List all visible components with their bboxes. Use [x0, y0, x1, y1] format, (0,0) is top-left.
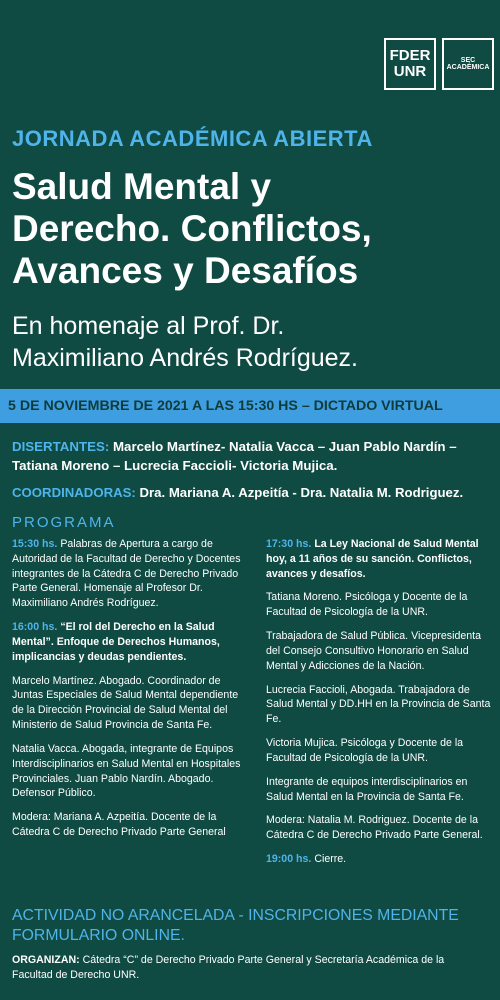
subtitle-line-2: Maximiliano Andrés Rodríguez. [12, 344, 358, 372]
speaker-bio: Victoria Mujica. Psicóloga y Docente de la Facultad de Psicología de la UNR. [266, 737, 464, 764]
speakers-names: Marcelo Martínez- Natalia Vacca – Juan Pablo Nardín – Tatiana Moreno – Lucrecia Faccioli- Victoria Mujica. [12, 439, 457, 474]
speakers-label: DISERTANTES: [12, 439, 110, 454]
speaker-bio: Integrante de equipos interdisciplinarios en Salud Mental en la Provincia de Santa Fe. [266, 775, 468, 803]
registration-note: ACTIVIDAD NO ARANCELADA - INSCRIPCIONES MEDIANTE FORMULARIO ONLINE. [12, 907, 459, 944]
fder-logo-line1: FDER [389, 47, 431, 65]
sec-academica-logo [442, 38, 494, 90]
talk-title: “El rol del Derecho en la Salud Mental”. Enfoque de Derechos Humanos, implicancias y deudas pendientes. [12, 621, 220, 663]
program-item [266, 537, 492, 581]
speaker-bio: Natalia Vacca. Abogada, integrante de Equipos Interdisciplinarios en Salud Mental en Hospitales Provinciales. Juan Pablo Nardín. Abogado. Defensor Público. [12, 742, 241, 800]
event-subtitle [12, 310, 358, 374]
logos [384, 38, 494, 90]
program-item [12, 620, 250, 664]
title-line-2: Derecho. Conflictos, [12, 207, 372, 249]
speaker-bio: Tatiana Moreno. Psicóloga y Docente de la Facultad de Psicología de la UNR. [266, 591, 468, 619]
program-left-column [12, 537, 250, 849]
date-banner: 5 DE NOVIEMBRE DE 2021 A LAS 15:30 HS – DICTADO VIRTUAL [0, 389, 500, 423]
moderator-note: Modera: Mariana A. Azpeitía. Docente de la Cátedra C de Derecho Privado Parte General [12, 811, 226, 839]
program-item [12, 537, 250, 611]
program-heading: PROGRAMA [12, 514, 116, 531]
speaker-bio: Lucrecia Faccioli, Abogada. Trabajadora de Salud Mental y DD.HH en la Provincia de Santa Fe. [266, 683, 491, 726]
fder-logo-line2: UNR [393, 63, 427, 80]
coordinators-names: Dra. Mariana A. Azpeitía - Dra. Natalia M. Rodriguez. [139, 485, 464, 500]
program-right-column [266, 537, 492, 876]
time-label: 15:30 hs. [12, 538, 58, 550]
event-kicker: JORNADA ACADÉMICA ABIERTA [12, 126, 373, 151]
title-line-3: Avances y Desafíos [12, 249, 359, 291]
time-label: 19:00 hs. [266, 853, 312, 866]
speaker-bio: Trabajadora de Salud Pública. Vicepresidenta del Consejo Consultivo Honorario en Salud Mental y Adicciones de la Nación. [266, 630, 481, 672]
fder-unr-logo [384, 38, 436, 90]
sec-logo-line1: SEC [460, 56, 476, 64]
event-title [12, 166, 492, 291]
organizers-block [12, 953, 482, 983]
sec-logo-line2: ACADÉMICA [446, 64, 490, 71]
program-text: Cierre. [314, 853, 347, 866]
organizers-text: Cátedra “C” de Derecho Privado Parte General y Secretaría Académica de la Facultad de Derecho UNR. [12, 954, 445, 981]
talk-title: La Ley Nacional de Salud Mental hoy, a 11 años de su sanción. Conflictos, avances y desafíos. [266, 538, 479, 580]
coordinators-label: COORDINADORAS: [12, 485, 136, 500]
coordinators-block [12, 485, 500, 500]
subtitle-line-1: En homenaje al Prof. Dr. [12, 312, 285, 340]
organizers-label: ORGANIZAN: [12, 954, 80, 966]
title-line-1: Salud Mental y [12, 166, 272, 207]
speaker-bio: Marcelo Martínez. Abogado. Coordinador de Juntas Especiales de Salud Mental dependiente de la Dirección Provincial de Salud Mental del Ministerio de Salud Provincia de Santa Fe. [12, 674, 239, 732]
speakers-block [12, 437, 492, 476]
time-label: 17:30 hs. [266, 538, 312, 550]
time-label: 16:00 hs. [12, 621, 58, 634]
moderator-note: Modera: Natalia M. Rodriguez. Docente de la Cátedra C de Derecho Privado Parte General. [266, 814, 483, 842]
program-item [266, 852, 492, 867]
program-text: Palabras de Apertura a cargo de Autoridad de la Facultad de Derecho y Docentes integrantes de la Cátedra C de Derecho Privado Parte General. Homenaje al Profesor Dr. Maximiliano Andrés Rodríguez. [12, 538, 241, 610]
